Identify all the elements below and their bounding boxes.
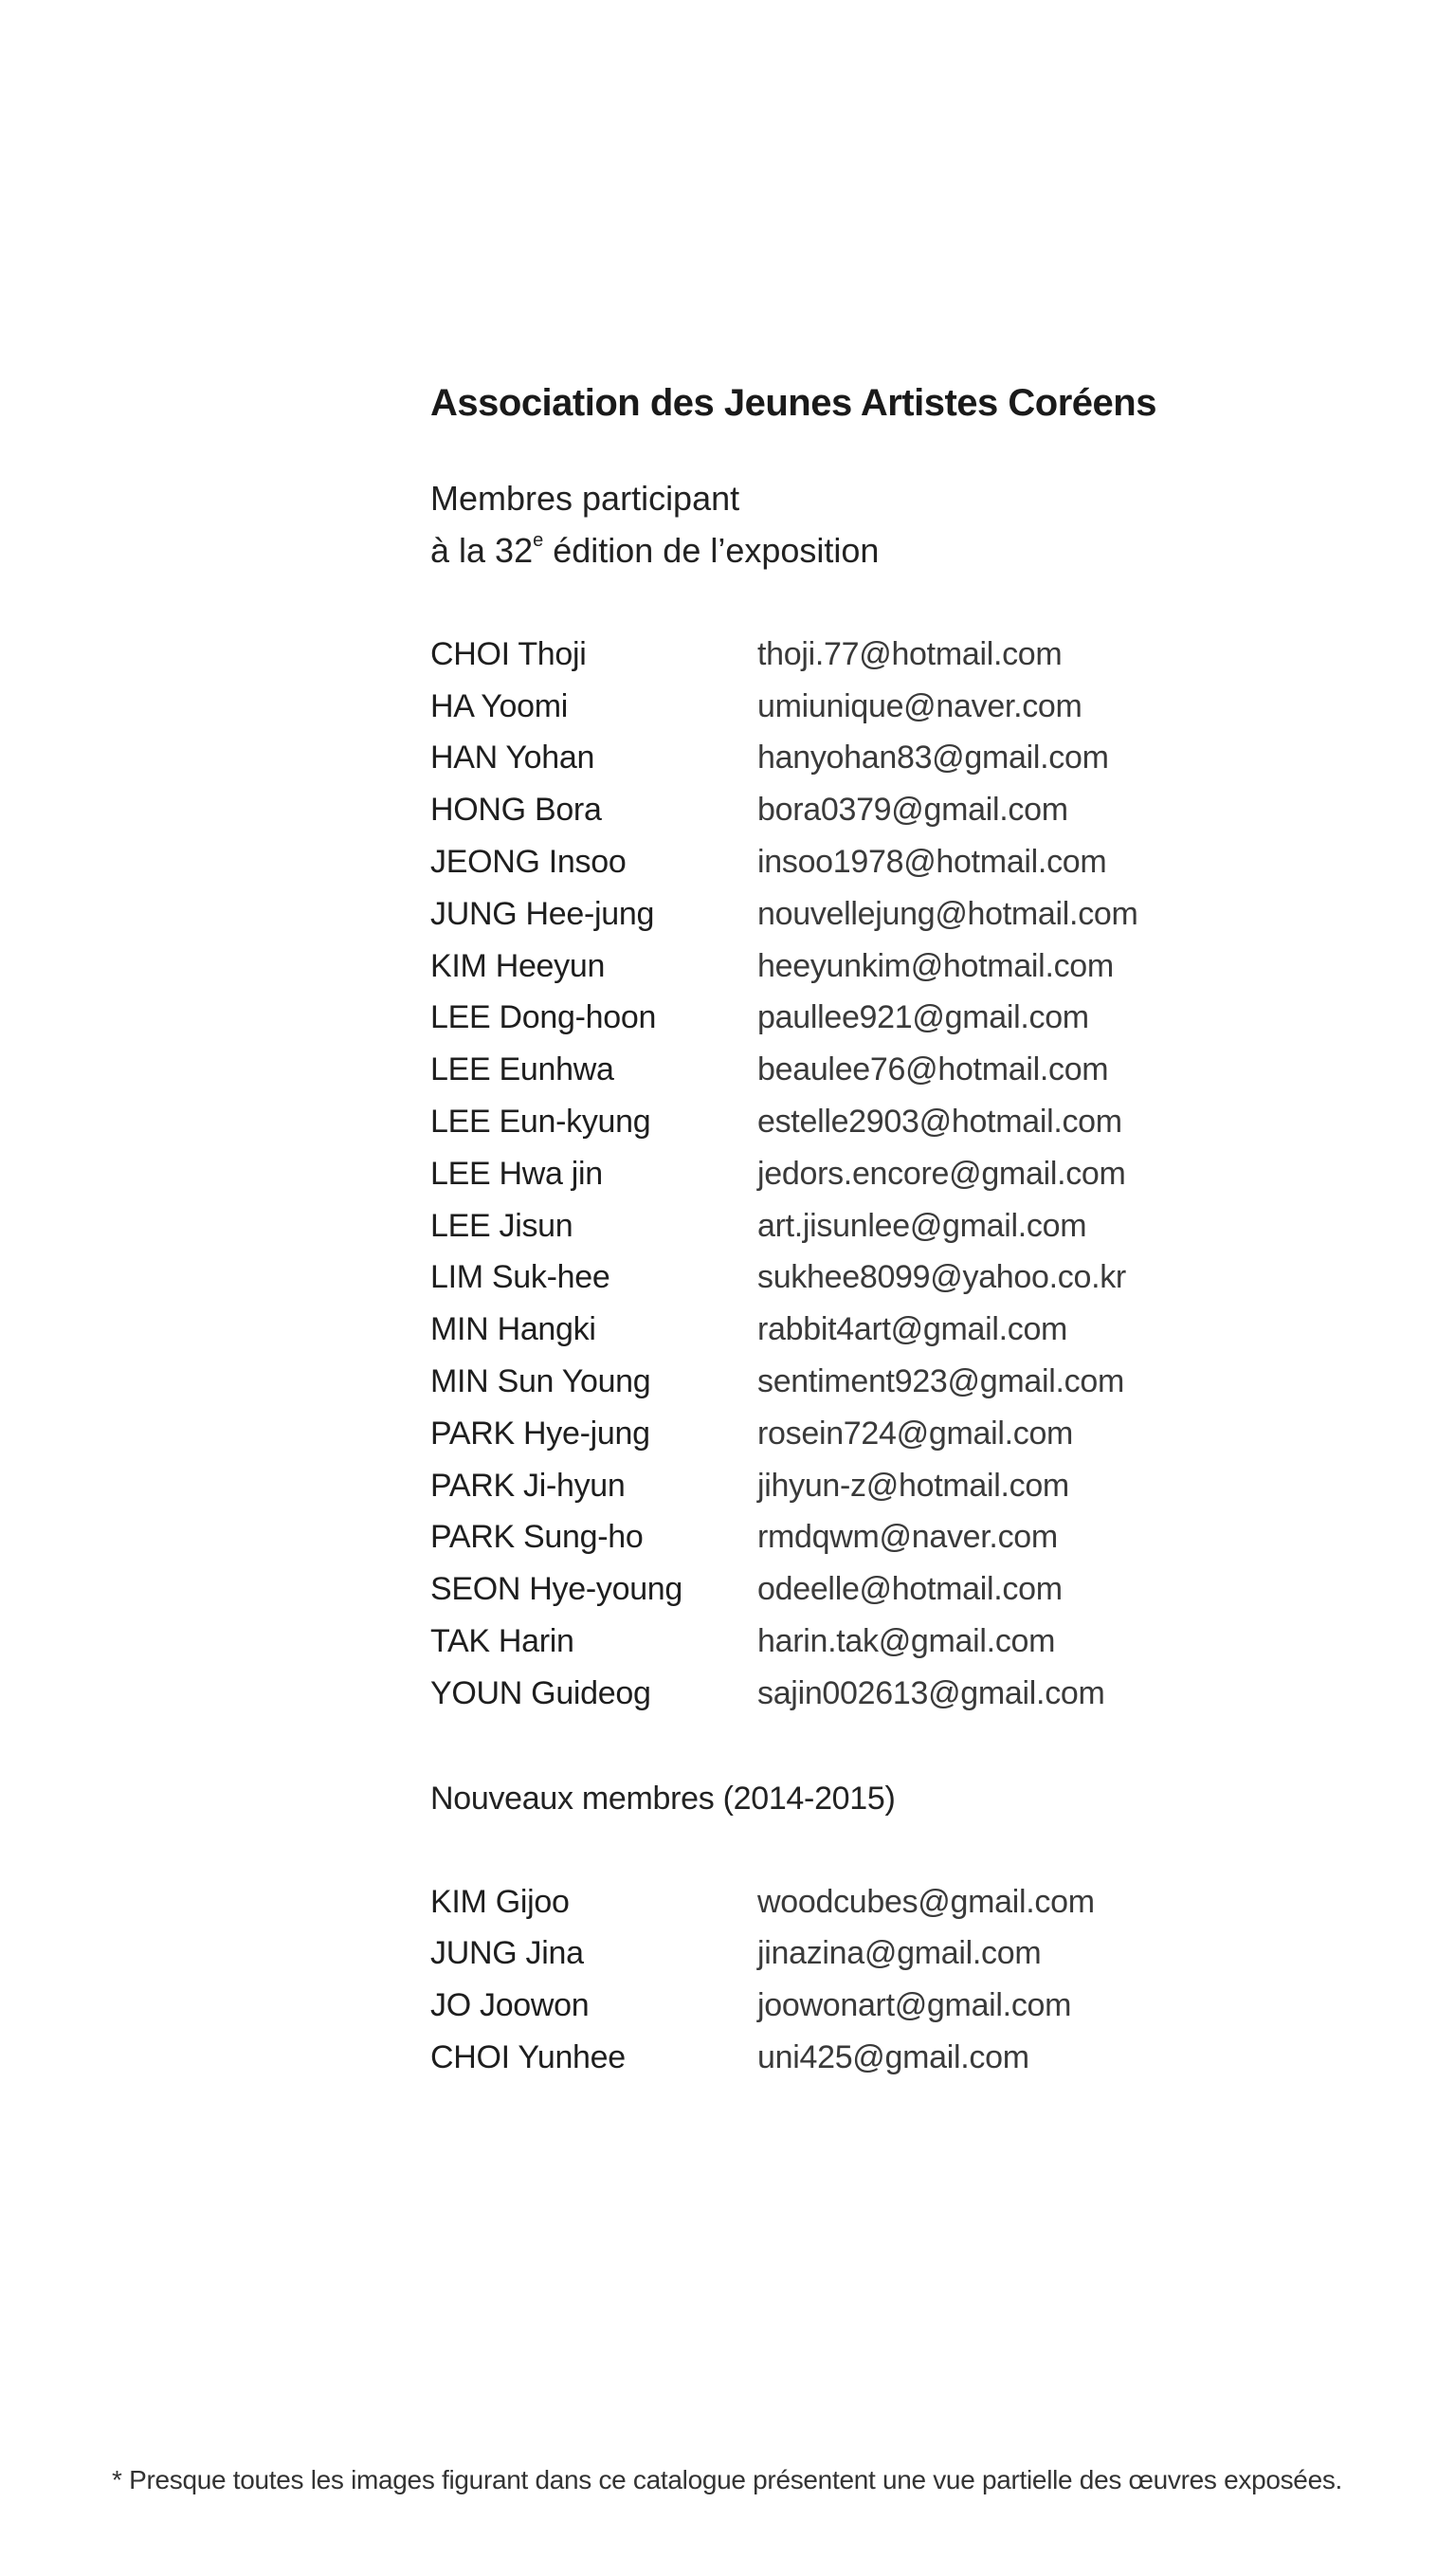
member-email: joowonart@gmail.com <box>757 1987 1072 2024</box>
member-name: PARK Ji-hyun <box>430 1467 626 1504</box>
member-row <box>430 1616 1283 1668</box>
member-email: uni425@gmail.com <box>757 2039 1029 2076</box>
member-email: thoji.77@hotmail.com <box>757 635 1063 672</box>
member-row <box>430 1512 1283 1564</box>
member-name: JO Joowon <box>430 1987 590 2024</box>
member-name: SEON Hye-young <box>430 1571 683 1608</box>
new-member-list <box>430 1876 1283 2084</box>
member-name: MIN Sun Young <box>430 1363 651 1400</box>
new-members-heading: Nouveaux membres (2014-2015) <box>430 1780 896 1817</box>
subtitle-line-1: Membres participant <box>430 479 740 518</box>
member-name: LEE Jisun <box>430 1207 573 1244</box>
member-row <box>430 1980 1283 2032</box>
member-email: heeyunkim@hotmail.com <box>757 947 1114 984</box>
member-row <box>430 836 1283 888</box>
member-row <box>430 1668 1283 1720</box>
member-name: JUNG Hee-jung <box>430 895 655 932</box>
member-email: jedors.encore@gmail.com <box>757 1155 1126 1192</box>
member-row <box>430 2032 1283 2084</box>
member-row <box>430 1460 1283 1512</box>
member-name: KIM Heeyun <box>430 947 606 984</box>
member-name: JUNG Jina <box>430 1935 584 1972</box>
member-name: LIM Suk-hee <box>430 1259 610 1296</box>
member-row <box>430 1304 1283 1356</box>
member-name: PARK Hye-jung <box>430 1415 650 1452</box>
member-email: sukhee8099@yahoo.co.kr <box>757 1259 1126 1296</box>
member-name: PARK Sung-ho <box>430 1519 644 1556</box>
member-row <box>430 993 1283 1045</box>
footnote: * Presque toutes les images figurant dans ce catalogue présentent une vue partielle des œuvres exposées. <box>112 2465 1343 2494</box>
member-name: LEE Eunhwa <box>430 1051 614 1088</box>
member-email: sajin002613@gmail.com <box>757 1674 1105 1711</box>
member-name: CHOI Yunhee <box>430 2039 626 2076</box>
member-row <box>430 941 1283 993</box>
member-name: TAK Harin <box>430 1623 574 1660</box>
member-name: HONG Bora <box>430 792 602 829</box>
member-email: nouvellejung@hotmail.com <box>757 895 1138 932</box>
page-content <box>430 375 1283 2084</box>
member-name: LEE Hwa jin <box>430 1155 603 1192</box>
member-email: jinazina@gmail.com <box>757 1935 1042 1972</box>
member-row <box>430 784 1283 836</box>
member-email: rabbit4art@gmail.com <box>757 1311 1068 1348</box>
member-email: rmdqwm@naver.com <box>757 1519 1058 1556</box>
member-row <box>430 1408 1283 1460</box>
member-row <box>430 1148 1283 1200</box>
member-row <box>430 1096 1283 1148</box>
member-email: paullee921@gmail.com <box>757 999 1089 1036</box>
member-row <box>430 1876 1283 1928</box>
member-email: insoo1978@hotmail.com <box>757 844 1107 881</box>
member-row <box>430 681 1283 733</box>
member-row <box>430 733 1283 785</box>
member-email: sentiment923@gmail.com <box>757 1363 1124 1400</box>
member-name: LEE Dong-hoon <box>430 999 657 1036</box>
member-name: YOUN Guideog <box>430 1674 651 1711</box>
member-name: LEE Eun-kyung <box>430 1104 651 1141</box>
member-row <box>430 1928 1283 1981</box>
member-name: KIM Gijoo <box>430 1883 570 1920</box>
member-row <box>430 1252 1283 1305</box>
page-title: Association des Jeunes Artistes Coréens <box>430 382 1156 424</box>
subtitle <box>430 472 1283 576</box>
member-email: hanyohan83@gmail.com <box>757 740 1109 776</box>
member-name: HA Yoomi <box>430 687 569 724</box>
member-row <box>430 1563 1283 1616</box>
member-row <box>430 1044 1283 1096</box>
member-row <box>430 629 1283 681</box>
member-row <box>430 1356 1283 1408</box>
member-list <box>430 629 1283 1720</box>
member-email: odeelle@hotmail.com <box>757 1571 1063 1608</box>
member-name: CHOI Thoji <box>430 635 587 672</box>
member-row <box>430 1200 1283 1252</box>
member-email: bora0379@gmail.com <box>757 792 1068 829</box>
member-row <box>430 888 1283 941</box>
member-email: harin.tak@gmail.com <box>757 1623 1056 1660</box>
subtitle-line-2-prefix: à la 32 <box>430 531 534 570</box>
member-email: estelle2903@hotmail.com <box>757 1104 1122 1141</box>
member-name: MIN Hangki <box>430 1311 596 1348</box>
member-email: art.jisunlee@gmail.com <box>757 1207 1087 1244</box>
member-email: jihyun-z@hotmail.com <box>757 1467 1069 1504</box>
member-email: umiunique@naver.com <box>757 687 1082 724</box>
subtitle-line-2-suffix: édition de l’exposition <box>543 531 880 570</box>
member-email: beaulee76@hotmail.com <box>757 1051 1109 1088</box>
member-email: woodcubes@gmail.com <box>757 1883 1095 1920</box>
member-name: HAN Yohan <box>430 740 595 776</box>
member-name: JEONG Insoo <box>430 844 627 881</box>
subtitle-line-2 <box>430 524 1283 576</box>
member-email: rosein724@gmail.com <box>757 1415 1074 1452</box>
subtitle-superscript: e <box>533 530 544 551</box>
